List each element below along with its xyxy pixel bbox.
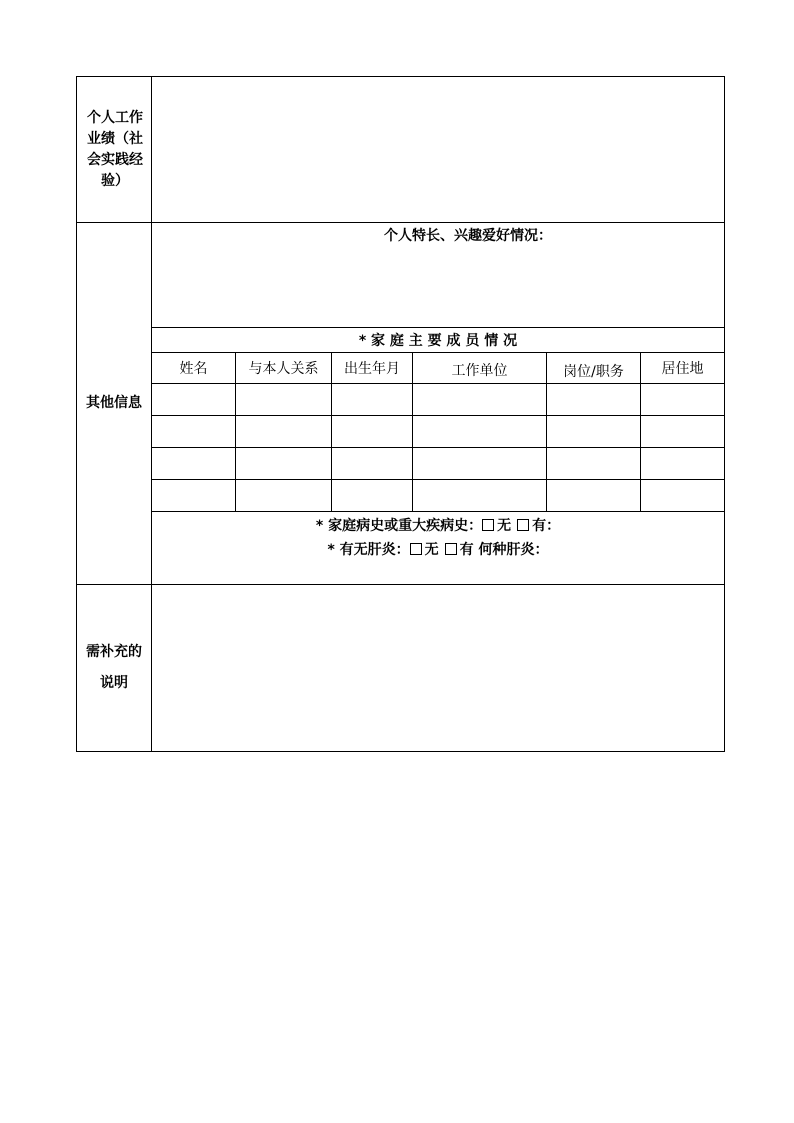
cell-birth[interactable] <box>332 416 412 447</box>
hepatitis-line: * 有无肝炎： 无 有 何种肝炎： <box>327 542 549 558</box>
cell-position[interactable] <box>547 384 640 415</box>
cell-relationship[interactable] <box>236 416 331 447</box>
work-performance-label: 个人工作业绩（社会实践经验） <box>87 109 143 189</box>
family-title: * 家 庭 主 要 成 员 情 况 <box>358 333 518 349</box>
cell-name[interactable] <box>152 416 235 447</box>
cell-name[interactable] <box>152 448 235 479</box>
column-header-employer: 工作单位 <box>451 363 508 379</box>
cell-residence[interactable] <box>641 416 724 447</box>
column-header-residence: 居住地 <box>661 361 704 377</box>
column-header-birth: 出生年月 <box>344 361 400 377</box>
cell-employer[interactable] <box>413 384 546 415</box>
cell-name[interactable] <box>152 384 235 415</box>
cell-employer[interactable] <box>413 416 546 447</box>
cell-birth[interactable] <box>332 448 412 479</box>
cell-employer[interactable] <box>413 480 546 511</box>
cell-position[interactable] <box>547 448 640 479</box>
cell-name[interactable] <box>152 480 235 511</box>
other-info-label: 其他信息 <box>86 395 142 411</box>
cell-residence[interactable] <box>641 384 724 415</box>
column-header-relationship: 与本人关系 <box>248 361 319 377</box>
cell-position[interactable] <box>547 416 640 447</box>
work-performance-field[interactable] <box>152 77 724 222</box>
notes-field[interactable] <box>152 585 724 751</box>
cell-relationship[interactable] <box>236 384 331 415</box>
has-history-checkbox[interactable] <box>517 519 529 531</box>
cell-employer[interactable] <box>413 448 546 479</box>
hobbies-field[interactable] <box>152 247 724 327</box>
hobbies-title: 个人特长、兴趣爱好情况： <box>384 228 552 244</box>
medical-history-line: * 家庭病史或重大疾病史： 无 有 ： <box>315 518 561 534</box>
cell-relationship[interactable] <box>236 480 331 511</box>
cell-relationship[interactable] <box>236 448 331 479</box>
no-hepatitis-checkbox[interactable] <box>410 543 422 555</box>
cell-birth[interactable] <box>332 480 412 511</box>
cell-residence[interactable] <box>641 448 724 479</box>
no-history-checkbox[interactable] <box>482 519 494 531</box>
notes-label: 需补充的 说明 <box>86 644 142 691</box>
cell-position[interactable] <box>547 480 640 511</box>
has-hepatitis-checkbox[interactable] <box>445 543 457 555</box>
column-header-position: 岗位/职务 <box>563 364 624 380</box>
row-line <box>152 511 724 512</box>
column-header-name: 姓名 <box>179 361 208 377</box>
application-form <box>76 76 725 752</box>
cell-residence[interactable] <box>641 480 724 511</box>
cell-birth[interactable] <box>332 384 412 415</box>
